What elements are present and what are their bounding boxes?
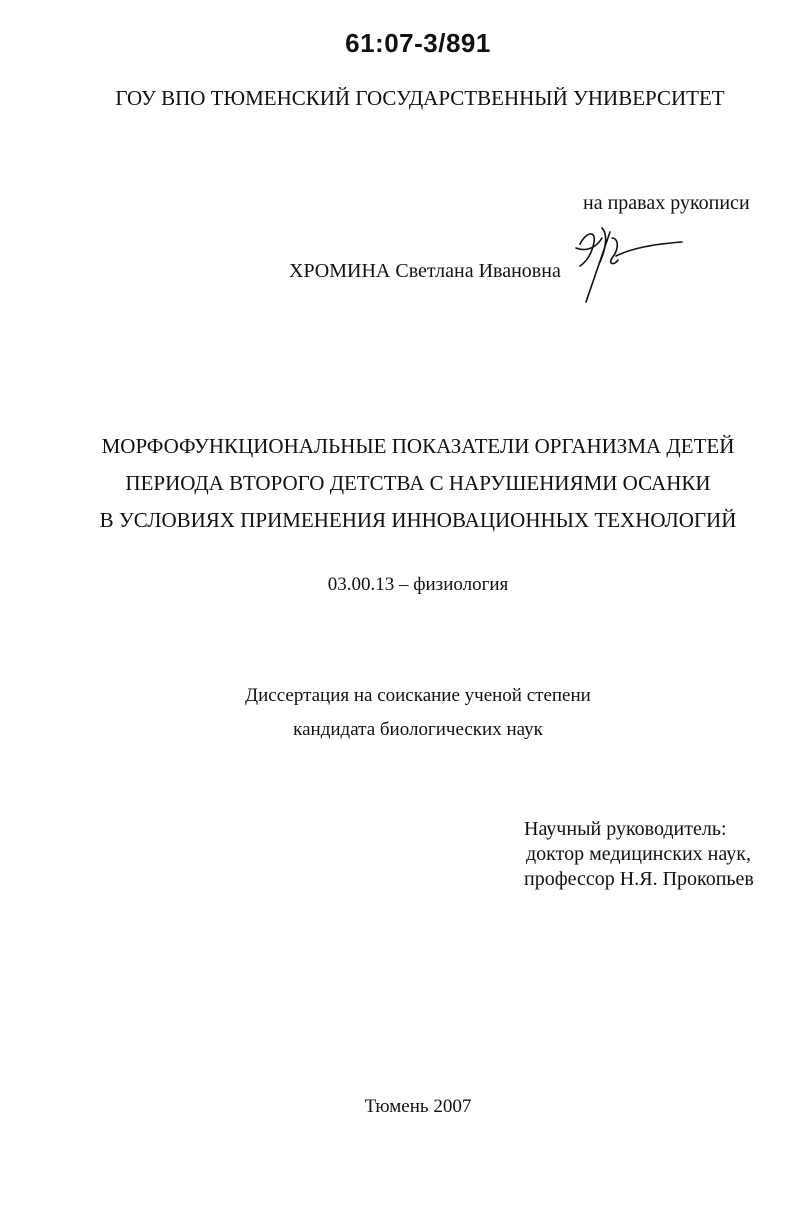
advisor-degree: доктор медицинских наук,	[526, 843, 751, 865]
archive-code: 61:07-3/891	[345, 28, 491, 58]
advisor-heading: Научный руководитель:	[524, 818, 727, 840]
city-year: Тюмень 2007	[364, 1096, 472, 1117]
degree-statement	[0, 679, 798, 747]
author-name: ХРОМИНА Светлана Ивановна	[289, 260, 561, 282]
degree-line-2: кандидата биологических наук	[293, 719, 543, 740]
specialty-code: 03.00.13 – физиология	[327, 574, 509, 595]
advisor-name: профессор Н.Я. Прокопьев	[524, 868, 754, 890]
title-line-1: МОРФОФУНКЦИОНАЛЬНЫЕ ПОКАЗАТЕЛИ ОРГАНИЗМА ДЕТЕЙ	[101, 434, 735, 458]
university-name: ГОУ ВПО ТЮМЕНСКИЙ ГОСУДАРСТВЕННЫЙ УНИВЕРСИТЕТ	[115, 86, 725, 110]
title-line-3: В УСЛОВИЯХ ПРИМЕНЕНИЯ ИННОВАЦИОННЫХ ТЕХНОЛОГИЙ	[99, 508, 737, 532]
author-signature	[572, 218, 692, 308]
dissertation-title	[0, 428, 798, 539]
degree-line-1: Диссертация на соискание ученой степени	[245, 685, 591, 706]
title-line-2: ПЕРИОДА ВТОРОГО ДЕТСТВА С НАРУШЕНИЯМИ ОСАНКИ	[125, 471, 711, 495]
manuscript-rights-note: на правах рукописи	[583, 192, 750, 214]
scientific-advisor	[524, 817, 754, 892]
